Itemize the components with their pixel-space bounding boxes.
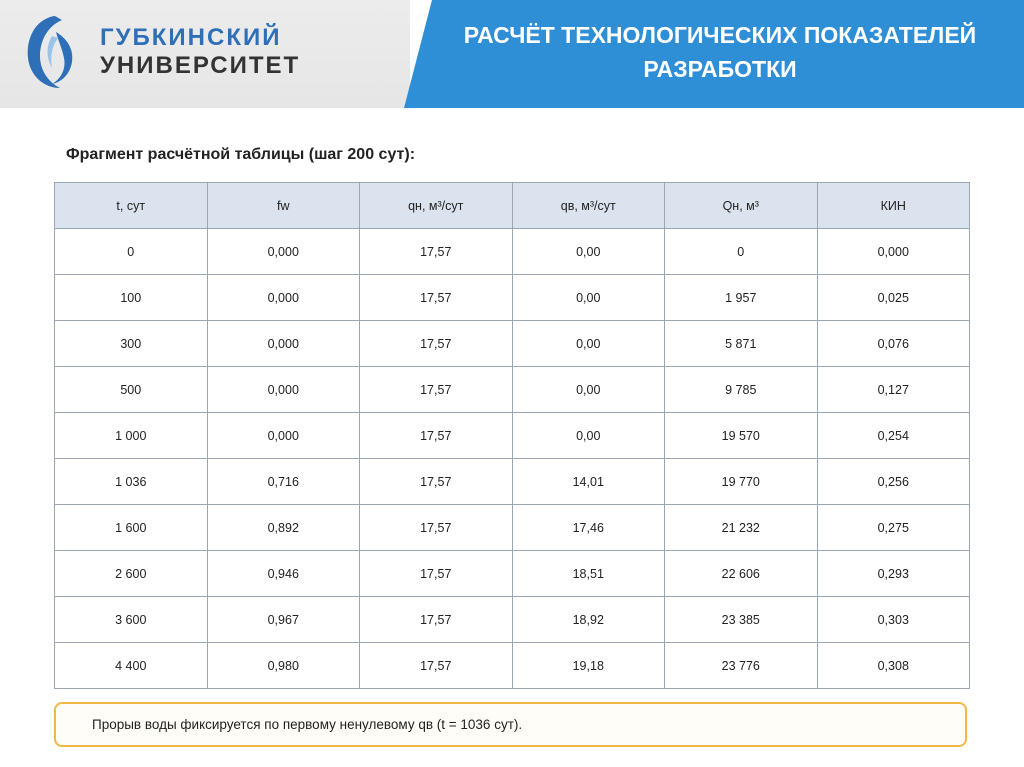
table-cell: 0,076 <box>817 321 970 367</box>
column-header-recovery-factor: КИН <box>817 183 970 229</box>
table-cell: 23 385 <box>665 597 818 643</box>
table-cell: 0,000 <box>207 275 360 321</box>
table-cell: 0,025 <box>817 275 970 321</box>
table-cell: 0,892 <box>207 505 360 551</box>
table-cell: 18,92 <box>512 597 665 643</box>
table-cell: 0,980 <box>207 643 360 689</box>
table-cell: 17,57 <box>360 275 513 321</box>
table-cell: 17,57 <box>360 229 513 275</box>
table-cell: 0,00 <box>512 275 665 321</box>
table-cell: 0,000 <box>207 413 360 459</box>
table-cell: 0 <box>665 229 818 275</box>
table-cell: 0,293 <box>817 551 970 597</box>
table-caption: Фрагмент расчётной таблицы (шаг 200 сут): <box>66 146 416 163</box>
table-cell: 0,254 <box>817 413 970 459</box>
calculation-table <box>54 182 970 689</box>
table-cell: 1 600 <box>55 505 208 551</box>
table-cell: 0,308 <box>817 643 970 689</box>
table-cell: 17,57 <box>360 505 513 551</box>
table-row <box>55 459 970 505</box>
table-cell: 0,000 <box>207 367 360 413</box>
table-cell: 17,46 <box>512 505 665 551</box>
table-cell: 0,256 <box>817 459 970 505</box>
table-cell: 17,57 <box>360 367 513 413</box>
table-cell: 17,57 <box>360 321 513 367</box>
table-body <box>55 229 970 689</box>
page-title-line-2: РАЗРАБОТКИ <box>643 56 797 82</box>
table-cell: 300 <box>55 321 208 367</box>
table-cell: 0,127 <box>817 367 970 413</box>
page-title <box>440 18 1000 86</box>
table-cell: 0,000 <box>207 321 360 367</box>
column-header-cumulative-oil: Qн, м³ <box>665 183 818 229</box>
table-row <box>55 275 970 321</box>
table-row <box>55 367 970 413</box>
table-row <box>55 505 970 551</box>
table-cell: 19,18 <box>512 643 665 689</box>
table-row <box>55 597 970 643</box>
table-row <box>55 413 970 459</box>
table-cell: 2 600 <box>55 551 208 597</box>
logo-line-1: ГУБКИНСКИЙ <box>100 24 282 51</box>
table-row <box>55 643 970 689</box>
table-row <box>55 551 970 597</box>
page-title-line-1: РАСЧЁТ ТЕХНОЛОГИЧЕСКИХ ПОКАЗАТЕЛЕЙ <box>463 22 977 48</box>
table-cell: 3 600 <box>55 597 208 643</box>
table-cell: 14,01 <box>512 459 665 505</box>
table-cell: 18,51 <box>512 551 665 597</box>
logo-wordmark <box>100 24 300 80</box>
table-cell: 0,000 <box>817 229 970 275</box>
table-cell: 0,00 <box>512 321 665 367</box>
table-row <box>55 321 970 367</box>
table-cell: 0,00 <box>512 229 665 275</box>
table-cell: 0,303 <box>817 597 970 643</box>
table-cell: 1 036 <box>55 459 208 505</box>
table-cell: 17,57 <box>360 551 513 597</box>
note-text: Прорыв воды фиксируется по первому ненулевому qв (t = 1036 сут). <box>92 717 523 732</box>
column-header-time: t, сут <box>55 183 208 229</box>
table-cell: 19 770 <box>665 459 818 505</box>
table-cell: 19 570 <box>665 413 818 459</box>
table-cell: 17,57 <box>360 597 513 643</box>
logo-line-2: УНИВЕРСИТЕТ <box>100 52 301 79</box>
table-cell: 21 232 <box>665 505 818 551</box>
university-logo-icon <box>22 12 86 92</box>
table-cell: 0,00 <box>512 413 665 459</box>
note-box <box>54 702 967 747</box>
table-cell: 17,57 <box>360 459 513 505</box>
table-cell: 0,967 <box>207 597 360 643</box>
table-cell: 0,00 <box>512 367 665 413</box>
table-row <box>55 229 970 275</box>
table-cell: 1 957 <box>665 275 818 321</box>
column-header-oil-rate: qн, м³/сут <box>360 183 513 229</box>
table-cell: 23 776 <box>665 643 818 689</box>
table-cell: 22 606 <box>665 551 818 597</box>
column-header-fw: fw <box>207 183 360 229</box>
table-cell: 0,946 <box>207 551 360 597</box>
table-cell: 9 785 <box>665 367 818 413</box>
column-header-water-rate: qв, м³/сут <box>512 183 665 229</box>
table-cell: 500 <box>55 367 208 413</box>
table-header-row <box>55 183 970 229</box>
table-cell: 0,275 <box>817 505 970 551</box>
table-cell: 100 <box>55 275 208 321</box>
table-cell: 1 000 <box>55 413 208 459</box>
table-cell: 4 400 <box>55 643 208 689</box>
table-cell: 5 871 <box>665 321 818 367</box>
table-cell: 0,000 <box>207 229 360 275</box>
table-cell: 0 <box>55 229 208 275</box>
table-cell: 17,57 <box>360 643 513 689</box>
table-cell: 0,716 <box>207 459 360 505</box>
table-cell: 17,57 <box>360 413 513 459</box>
